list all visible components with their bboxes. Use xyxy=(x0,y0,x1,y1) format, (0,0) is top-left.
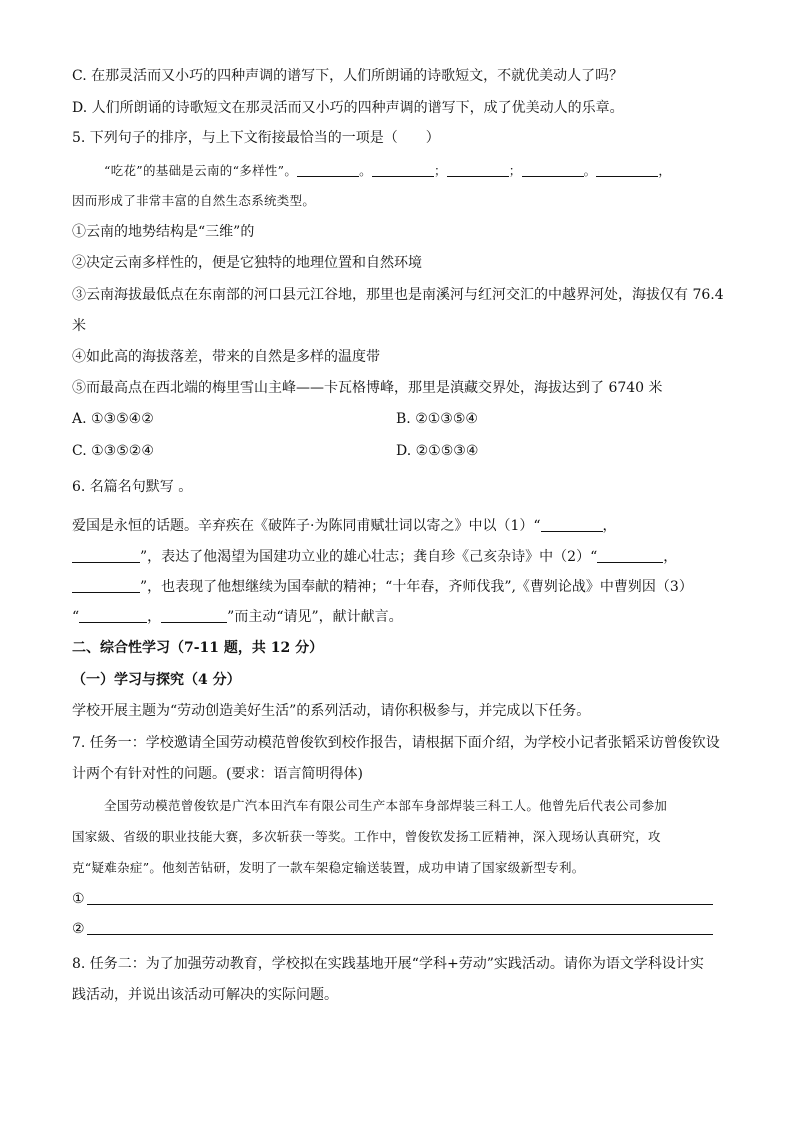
subsection-1-heading: （一）学习与探究（4 分） xyxy=(72,672,241,688)
q7-material-2: 国家級、省级的职业技能大赛，多次斩获一等奖。工作中，曾俊钦发扬工匠精神，深入现场认真研究，攻 xyxy=(72,829,661,844)
punct: ； xyxy=(433,163,447,178)
option-c: C. ①③⑤②④ xyxy=(72,443,154,459)
blank xyxy=(596,162,658,177)
q5-passage-end: 因而形成了非常丰富的自然生态系统类型。 xyxy=(72,193,316,208)
punct: “ xyxy=(72,609,80,625)
punct: ， xyxy=(658,163,672,178)
option-d-text: D. 人们所朗诵的诗歌短文在那灵活而又小巧的四种声调的谱写下，成了优美动人的乐章。 xyxy=(72,100,624,116)
answer-input-1[interactable] xyxy=(87,890,713,905)
answer-number: ② xyxy=(72,921,85,937)
answer-blank[interactable] xyxy=(79,608,147,623)
q6-text: ”，表达了他渴望为国建功立业的雄心壮志；龚自珍《己亥杂诗》中（2）“ xyxy=(140,549,598,565)
sentence-4: ④如此高的海拔落差，带来的自然是多样的温度带 xyxy=(72,349,380,365)
question-6-title: 6. 名篇名句默写 。 xyxy=(72,479,193,495)
q6-line-3 xyxy=(72,577,722,597)
sentence-3: ③云南海拔最低点在东南部的河口县元江谷地，那里也是南溪河与红河交汇的中越界河处，海拔仅有 76.4 xyxy=(72,287,724,303)
question-7-line-1: 7. 任务一：学校邀请全国劳动模范曾俊钦到校作报告，请根据下面介绍，为学校小记者张韬采访曾俊钦设 xyxy=(72,735,720,751)
q6-line-4 xyxy=(72,607,722,627)
answer-blank[interactable] xyxy=(541,517,603,532)
answer-blank[interactable] xyxy=(161,608,227,623)
q6-text: ”而主动“请见”，献计献言。 xyxy=(227,609,403,625)
blank xyxy=(372,162,434,177)
q5-passage-line xyxy=(104,161,724,181)
passage-start: “吃花”的基础是云南的“多样性”。 xyxy=(104,163,298,178)
question-8-line-1: 8. 任务二：为了加强劳动教育，学校拟在实践基地开展“学科+劳动”实践活动。请你为语文学科设计实 xyxy=(72,956,704,972)
section-2-heading: 二、综合性学习（7-11 题，共 12 分） xyxy=(72,640,324,656)
q7-material-1: 全国劳动模范曾俊钦是广汽本田汽车有限公司生产本部车身部焊装三科工人。他曾先后代表公司参加 xyxy=(104,798,668,813)
punct: ， xyxy=(663,549,678,565)
q6-line-1 xyxy=(72,516,722,536)
answer-input-2[interactable] xyxy=(87,920,713,935)
activity-intro: 学校开展主题为“劳动创造美好生活”的系列活动，请你积极参与，并完成以下任务。 xyxy=(72,703,591,719)
option-b: B. ②①③⑤④ xyxy=(396,411,478,427)
punct: 。 xyxy=(583,163,597,178)
q6-text: 爱国是永恒的话题。辛弃疾在《破阵子·为陈同甫赋壮词以寄之》中以（1）“ xyxy=(72,518,541,534)
question-8-line-2: 践活动，并说出该活动可解决的实际问题。 xyxy=(72,987,338,1003)
answer-blank[interactable] xyxy=(72,548,140,563)
punct: 。 xyxy=(359,163,372,178)
q6-text: ”，也表现了他想继续为国奉献的精神；“十年春，齐师伐我”,《曹刿论战》中曹刿因（3） xyxy=(140,579,693,595)
punct: ， xyxy=(147,609,162,625)
blank xyxy=(447,162,509,177)
option-d: D. ②①⑤③④ xyxy=(396,443,479,459)
answer-blank[interactable] xyxy=(597,548,663,563)
option-a: A. ①③⑤④② xyxy=(72,411,154,427)
options-row-2 xyxy=(72,441,722,461)
answer-number: ① xyxy=(72,891,85,907)
q6-line-2 xyxy=(72,547,722,567)
answer-line-2 xyxy=(72,919,722,939)
option-c-text: C. 在那灵活而又小巧的四种声调的谱写下，人们所朗诵的诗歌短文，不就优美动人了吗？ xyxy=(72,68,624,84)
answer-line-1 xyxy=(72,889,722,909)
punct: ， xyxy=(602,518,617,534)
sentence-3-cont: 米 xyxy=(72,318,86,334)
question-7-line-2: 计两个有针对性的问题。(要求：语言简明得体) xyxy=(72,766,363,782)
blank xyxy=(522,162,584,177)
punct: ； xyxy=(508,163,522,178)
blank xyxy=(297,162,359,177)
options-row-1 xyxy=(72,409,722,429)
answer-blank[interactable] xyxy=(72,578,140,593)
sentence-1: ①云南的地势结构是“三维”的 xyxy=(72,224,255,240)
sentence-2: ②决定云南多样性的，便是它独特的地理位置和自然环境 xyxy=(72,255,422,271)
q7-material-3: 克“疑难杂症”。他刻苦钻研，发明了一款车架稳定输送装置，成功申请了国家级新型专利。 xyxy=(72,860,585,875)
sentence-5: ⑤而最高点在西北端的梅里雪山主峰——卡瓦格博峰，那里是滇藏交界处，海拔达到了 6740 米 xyxy=(72,380,663,396)
question-5-title: 5. 下列句子的排序，与上下文衔接最恰当的一项是（ ） xyxy=(72,130,440,146)
